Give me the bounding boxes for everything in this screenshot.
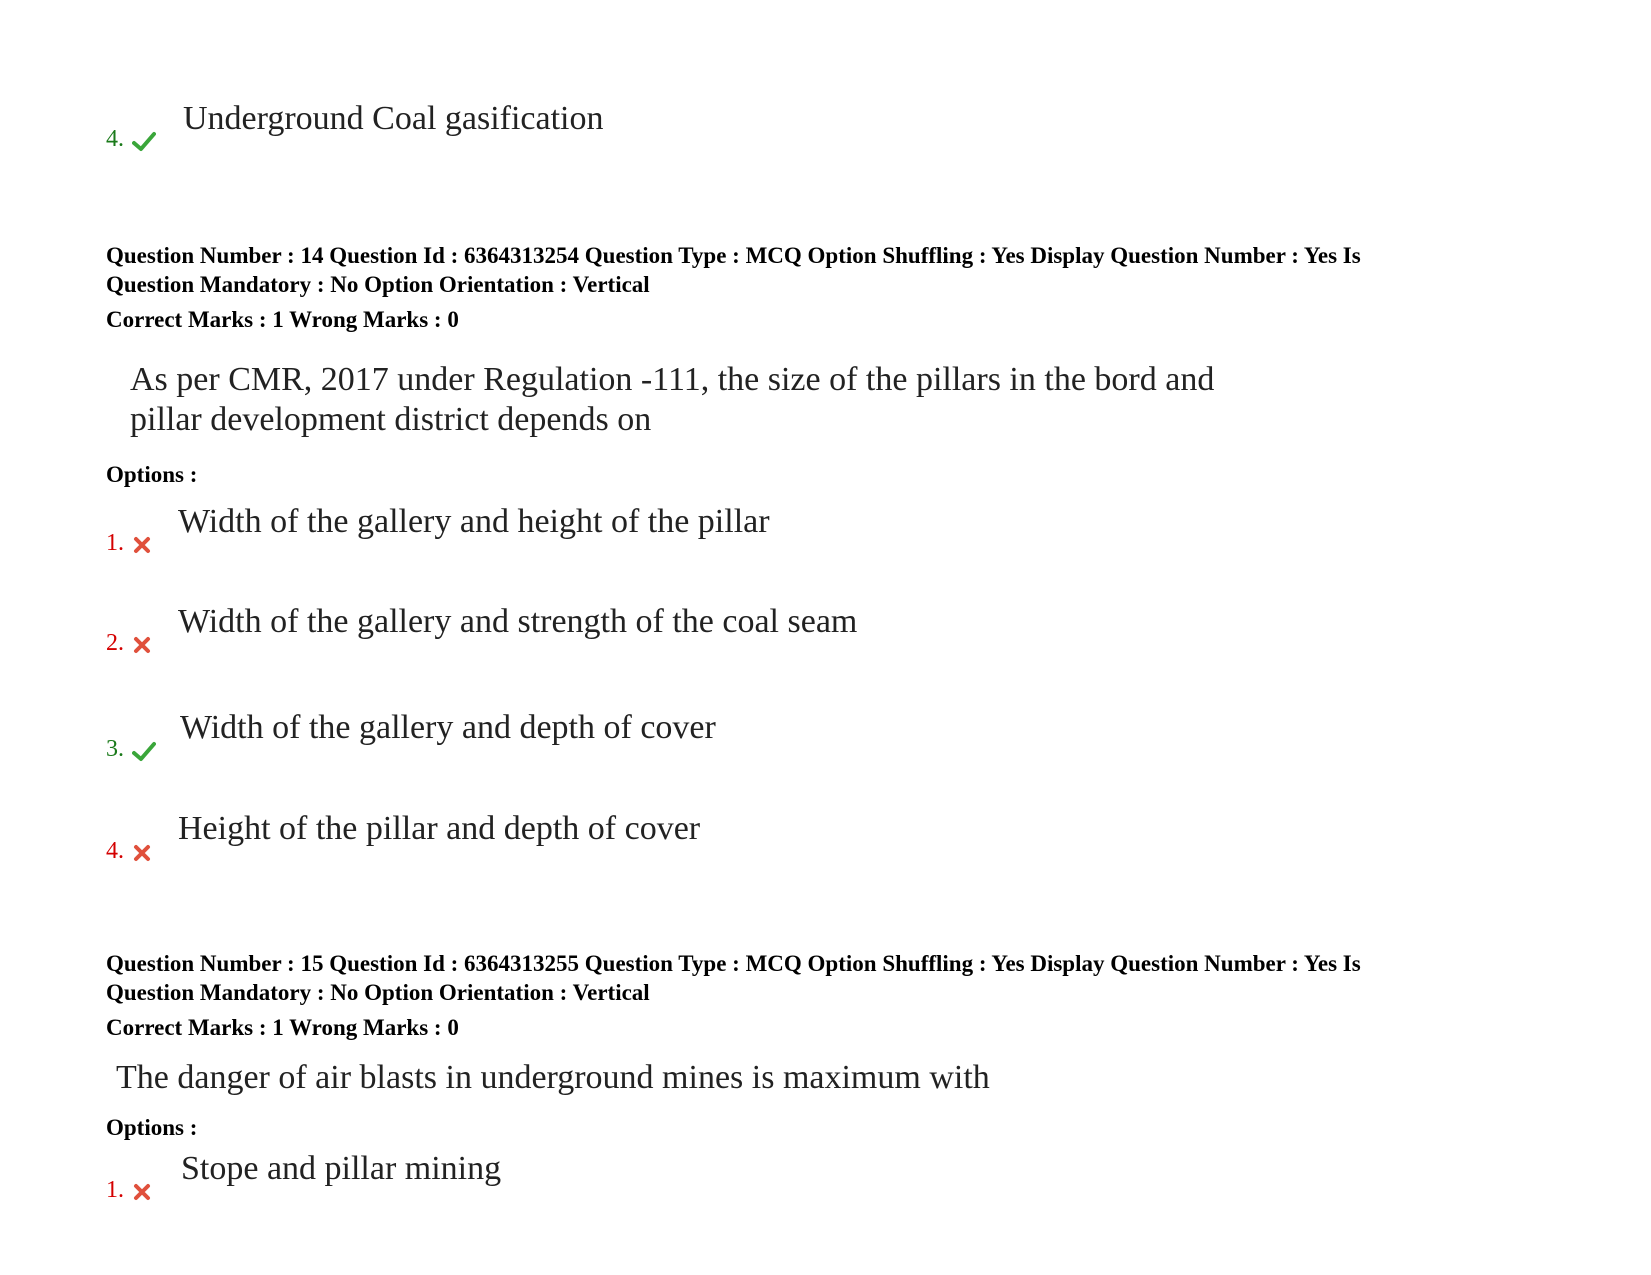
option-row — [106, 126, 156, 153]
option-number: 4. — [106, 126, 124, 152]
check-icon — [132, 741, 156, 763]
option-row — [106, 736, 156, 763]
question-meta: Question Number : 14 Question Id : 6364313254 Question Type : MCQ Option Shuffling : Yes Display Question Number : Yes Is Question Mandatory : No Option Orientation : Vertical — [106, 243, 1361, 297]
cross-icon — [132, 635, 156, 657]
options-label: Options : — [106, 1115, 198, 1140]
question-text: As per CMR, 2017 under Regulation -111, the size of the pillars in the bord and pillar development district depends on — [130, 361, 1215, 438]
option-text: Width of the gallery and height of the pillar — [178, 503, 770, 540]
options-label: Options : — [106, 462, 198, 487]
option-number: 2. — [106, 630, 124, 656]
option-text: Height of the pillar and depth of cover — [178, 810, 701, 847]
question-meta: Question Number : 15 Question Id : 6364313255 Question Type : MCQ Option Shuffling : Yes Display Question Number : Yes Is Question Mandatory : No Option Orientation : Vertical — [106, 951, 1361, 1005]
option-text: Width of the gallery and strength of the coal seam — [178, 603, 858, 640]
option-text: Stope and pillar mining — [181, 1150, 502, 1187]
option-number: 1. — [106, 1177, 124, 1203]
option-number: 4. — [106, 838, 124, 864]
cross-icon — [132, 1182, 156, 1204]
question-text: The danger of air blasts in underground mines is maximum with — [116, 1059, 990, 1096]
option-row — [106, 530, 156, 557]
option-row — [106, 838, 156, 865]
option-row — [106, 1177, 156, 1204]
option-row — [106, 630, 156, 657]
question-marks: Correct Marks : 1 Wrong Marks : 0 — [106, 1015, 459, 1040]
option-number: 1. — [106, 530, 124, 556]
option-text: Width of the gallery and depth of cover — [180, 709, 716, 746]
question-marks: Correct Marks : 1 Wrong Marks : 0 — [106, 307, 459, 332]
option-text: Underground Coal gasification — [183, 100, 604, 137]
option-number: 3. — [106, 736, 124, 762]
check-icon — [132, 131, 156, 153]
cross-icon — [132, 535, 156, 557]
cross-icon — [132, 843, 156, 865]
